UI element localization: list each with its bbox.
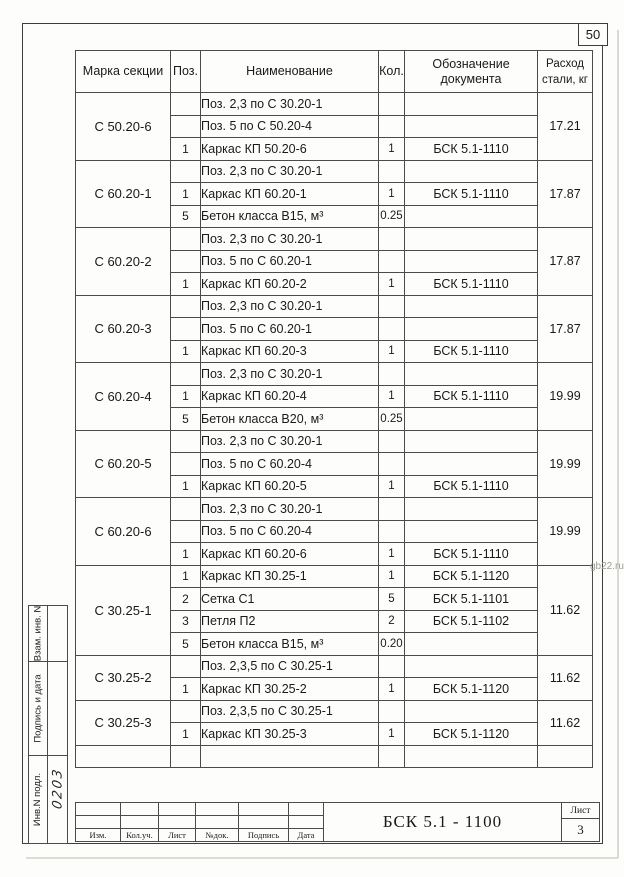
document-ref-cell — [405, 700, 538, 723]
document-ref-cell — [405, 408, 538, 431]
position-cell — [171, 250, 201, 273]
rev-col-data: Дата — [297, 830, 315, 840]
table-row — [76, 228, 593, 251]
document-ref-cell — [405, 228, 538, 251]
section-mark-cell: С 60.20-2 — [76, 228, 171, 296]
document-ref-cell — [405, 363, 538, 386]
quantity-cell — [379, 115, 405, 138]
item-name-cell: Поз. 5 по С 60.20-1 — [201, 250, 379, 273]
quantity-cell: 1 — [379, 475, 405, 498]
sidebar-blank-cell — [48, 606, 67, 661]
item-name-cell: Поз. 5 по С 60.20-1 — [201, 318, 379, 341]
quantity-cell: 0.25 — [379, 205, 405, 228]
item-name-cell: Поз. 2,3,5 по С 30.25-1 — [201, 655, 379, 678]
rev-col-podpis: Подпись — [239, 829, 289, 841]
sidebar-label-podpis-i-data: Подпись и дата — [32, 674, 44, 743]
quantity-cell — [379, 745, 405, 768]
page-number: 50 — [585, 27, 601, 42]
document-ref-cell — [405, 453, 538, 476]
item-name-cell: Поз. 2,3 по С 30.20-1 — [201, 228, 379, 251]
item-name-cell: Каркас КП 30.25-2 — [201, 678, 379, 701]
item-name-cell: Поз. 5 по С 60.20-4 — [201, 453, 379, 476]
quantity-cell: 1 — [379, 723, 405, 746]
quantity-cell — [379, 520, 405, 543]
document-ref-cell — [405, 430, 538, 453]
steel-consumption-cell: 17.87 — [538, 295, 593, 363]
document-ref-cell: БСК 5.1-1120 — [405, 565, 538, 588]
quantity-cell: 1 — [379, 543, 405, 566]
quantity-cell: 1 — [379, 678, 405, 701]
position-cell: 5 — [171, 408, 201, 431]
quantity-cell — [379, 295, 405, 318]
document-ref-cell — [405, 520, 538, 543]
quantity-cell — [379, 228, 405, 251]
table-row — [76, 430, 593, 453]
header-cons-line1: Расход — [546, 58, 584, 71]
document-ref-cell — [405, 633, 538, 656]
position-cell — [171, 363, 201, 386]
item-name-cell: Поз. 2,3 по С 30.20-1 — [201, 93, 379, 116]
quantity-cell: 5 — [379, 588, 405, 611]
item-name-cell: Каркас КП 60.20-2 — [201, 273, 379, 296]
table-row — [76, 498, 593, 521]
position-cell: 1 — [171, 183, 201, 206]
document-ref-cell: БСК 5.1-1110 — [405, 385, 538, 408]
document-ref-cell — [405, 250, 538, 273]
quantity-cell: 1 — [379, 183, 405, 206]
section-mark-cell: С 60.20-1 — [76, 160, 171, 228]
position-cell — [171, 498, 201, 521]
sidebar-label-cell — [29, 606, 48, 661]
rev-col-ndok: №док. — [196, 829, 239, 841]
header-row — [76, 51, 593, 93]
table-row — [76, 93, 593, 116]
document-ref-cell: БСК 5.1-1110 — [405, 340, 538, 363]
document-ref-cell — [405, 745, 538, 768]
steel-consumption-cell — [538, 745, 593, 768]
document-ref-cell — [405, 93, 538, 116]
item-name-cell: Поз. 2,3 по С 30.20-1 — [201, 295, 379, 318]
document-ref-cell — [405, 318, 538, 341]
item-name-cell: Поз. 5 по С 50.20-4 — [201, 115, 379, 138]
rev-col-izm: Изм. — [76, 829, 121, 841]
header-name: Наименование — [201, 51, 379, 93]
header-qty: Кол. — [379, 51, 405, 93]
sidebar-blank-cell — [48, 756, 67, 843]
handwritten-inventory-number: 0203 — [50, 766, 66, 810]
item-name-cell: Бетон класса В15, м³ — [201, 205, 379, 228]
table-row — [76, 700, 593, 723]
revision-row-empty — [76, 803, 323, 816]
quantity-cell: 0.20 — [379, 633, 405, 656]
header-mark: Марка секции — [76, 51, 171, 93]
steel-consumption-cell: 19.99 — [538, 430, 593, 498]
quantity-cell — [379, 453, 405, 476]
position-cell — [171, 160, 201, 183]
document-code: БСК 5.1 - 1100 — [382, 812, 503, 831]
quantity-cell — [379, 700, 405, 723]
sidebar-section-inv — [28, 755, 68, 844]
rev-col-koluch: Кол.уч. — [121, 829, 159, 841]
steel-consumption-cell: 11.62 — [538, 565, 593, 655]
quantity-cell — [379, 498, 405, 521]
document-ref-cell: БСК 5.1-1120 — [405, 678, 538, 701]
steel-consumption-cell: 17.21 — [538, 93, 593, 161]
quantity-cell — [379, 318, 405, 341]
sheet-number-box — [561, 803, 599, 841]
position-cell: 2 — [171, 588, 201, 611]
quantity-cell: 1 — [379, 385, 405, 408]
document-ref-cell: БСК 5.1-1110 — [405, 475, 538, 498]
quantity-cell — [379, 430, 405, 453]
quantity-cell: 0.25 — [379, 408, 405, 431]
quantity-cell: 1 — [379, 340, 405, 363]
position-cell: 5 — [171, 633, 201, 656]
revision-table — [76, 803, 324, 841]
position-cell — [171, 318, 201, 341]
position-cell — [171, 453, 201, 476]
item-name-cell: Поз. 2,3,5 по С 30.25-1 — [201, 700, 379, 723]
title-block — [75, 802, 600, 842]
section-mark-cell: С 60.20-4 — [76, 363, 171, 431]
steel-consumption-cell: 19.99 — [538, 363, 593, 431]
quantity-cell: 1 — [379, 273, 405, 296]
page-number-box — [578, 23, 608, 46]
scan-edge-shadow-right — [617, 30, 619, 858]
item-name-cell: Поз. 5 по С 60.20-4 — [201, 520, 379, 543]
position-cell: 1 — [171, 475, 201, 498]
table-row — [76, 160, 593, 183]
document-ref-cell: БСК 5.1-1120 — [405, 723, 538, 746]
position-cell — [171, 115, 201, 138]
left-stamp-column — [28, 605, 68, 844]
item-name-cell: Бетон класса В15, м³ — [201, 633, 379, 656]
item-name-cell: Каркас КП 60.20-6 — [201, 543, 379, 566]
specification-table — [75, 50, 593, 768]
sidebar-section-podpis — [28, 661, 68, 756]
position-cell: 1 — [171, 340, 201, 363]
header-cons-line2: стали, кг — [541, 73, 589, 86]
item-name-cell: Каркас КП 30.25-1 — [201, 565, 379, 588]
position-cell — [171, 295, 201, 318]
position-cell — [171, 745, 201, 768]
item-name-cell — [201, 745, 379, 768]
document-ref-cell — [405, 498, 538, 521]
table-row — [76, 655, 593, 678]
sidebar-label-inv-n-podl: Инв.N подл. — [32, 772, 44, 827]
quantity-cell — [379, 363, 405, 386]
table-row — [76, 745, 593, 768]
table-row — [76, 295, 593, 318]
sidebar-blank-cell — [48, 662, 67, 755]
document-ref-cell: БСК 5.1-1110 — [405, 183, 538, 206]
position-cell: 1 — [171, 385, 201, 408]
position-cell — [171, 520, 201, 543]
sheet-label: Лист — [562, 803, 599, 819]
position-cell: 1 — [171, 138, 201, 161]
position-cell — [171, 700, 201, 723]
item-name-cell: Поз. 2,3 по С 30.20-1 — [201, 430, 379, 453]
item-name-cell: Поз. 2,3 по С 30.20-1 — [201, 160, 379, 183]
document-ref-cell — [405, 205, 538, 228]
document-ref-cell — [405, 115, 538, 138]
sheet-number: 3 — [577, 822, 584, 837]
item-name-cell: Каркас КП 50.20-6 — [201, 138, 379, 161]
sidebar-label-vzam-inv-n: Взам. инв. N — [32, 605, 44, 662]
spec-table-body — [76, 93, 593, 768]
steel-consumption-cell: 17.87 — [538, 228, 593, 296]
position-cell — [171, 228, 201, 251]
item-name-cell: Бетон класса В20, м³ — [201, 408, 379, 431]
position-cell: 1 — [171, 273, 201, 296]
steel-consumption-cell: 19.99 — [538, 498, 593, 566]
section-mark-cell: С 60.20-5 — [76, 430, 171, 498]
item-name-cell: Сетка С1 — [201, 588, 379, 611]
document-ref-cell — [405, 655, 538, 678]
quantity-cell — [379, 93, 405, 116]
section-mark-cell: С 30.25-3 — [76, 700, 171, 745]
item-name-cell: Каркас КП 60.20-4 — [201, 385, 379, 408]
section-mark-cell: С 30.25-2 — [76, 655, 171, 700]
quantity-cell — [379, 250, 405, 273]
document-ref-cell — [405, 295, 538, 318]
scan-edge-shadow-bottom — [26, 857, 618, 859]
header-pos: Поз. — [171, 51, 201, 93]
position-cell — [171, 655, 201, 678]
quantity-cell: 2 — [379, 610, 405, 633]
revision-header-row — [76, 829, 323, 841]
position-cell: 1 — [171, 678, 201, 701]
section-mark-cell — [76, 745, 171, 768]
quantity-cell: 1 — [379, 565, 405, 588]
sidebar-label-cell — [29, 756, 48, 843]
sidebar-label-cell — [29, 662, 48, 755]
quantity-cell: 1 — [379, 138, 405, 161]
quantity-cell — [379, 655, 405, 678]
item-name-cell: Петля П2 — [201, 610, 379, 633]
item-name-cell: Каркас КП 60.20-5 — [201, 475, 379, 498]
header-consumption — [538, 51, 593, 93]
header-doc — [405, 51, 538, 93]
document-ref-cell: БСК 5.1-1110 — [405, 138, 538, 161]
document-ref-cell: БСК 5.1-1102 — [405, 610, 538, 633]
position-cell: 3 — [171, 610, 201, 633]
quantity-cell — [379, 160, 405, 183]
item-name-cell: Поз. 2,3 по С 30.20-1 — [201, 363, 379, 386]
document-ref-cell: БСК 5.1-1110 — [405, 273, 538, 296]
watermark: gb22.ru — [590, 561, 624, 572]
table-row — [76, 363, 593, 386]
item-name-cell: Каркас КП 30.25-3 — [201, 723, 379, 746]
item-name-cell: Каркас КП 60.20-1 — [201, 183, 379, 206]
revision-row-empty — [76, 816, 323, 829]
item-name-cell: Поз. 2,3 по С 30.20-1 — [201, 498, 379, 521]
header-doc-line1: Обозначение — [432, 57, 510, 72]
section-mark-cell: С 30.25-1 — [76, 565, 171, 655]
steel-consumption-cell: 11.62 — [538, 700, 593, 745]
item-name-cell: Каркас КП 60.20-3 — [201, 340, 379, 363]
document-ref-cell: БСК 5.1-1110 — [405, 543, 538, 566]
position-cell — [171, 93, 201, 116]
rev-col-list: Лист — [159, 829, 196, 841]
table-header — [76, 51, 593, 93]
table-row — [76, 565, 593, 588]
document-ref-cell — [405, 160, 538, 183]
steel-consumption-cell: 11.62 — [538, 655, 593, 700]
section-mark-cell: С 60.20-3 — [76, 295, 171, 363]
position-cell: 5 — [171, 205, 201, 228]
section-mark-cell: С 60.20-6 — [76, 498, 171, 566]
document-ref-cell: БСК 5.1-1101 — [405, 588, 538, 611]
position-cell: 1 — [171, 723, 201, 746]
position-cell — [171, 430, 201, 453]
steel-consumption-cell: 17.87 — [538, 160, 593, 228]
position-cell: 1 — [171, 565, 201, 588]
section-mark-cell: С 50.20-6 — [76, 93, 171, 161]
header-doc-line2: документа — [440, 71, 502, 86]
position-cell: 1 — [171, 543, 201, 566]
sidebar-section-vzam — [28, 605, 68, 662]
